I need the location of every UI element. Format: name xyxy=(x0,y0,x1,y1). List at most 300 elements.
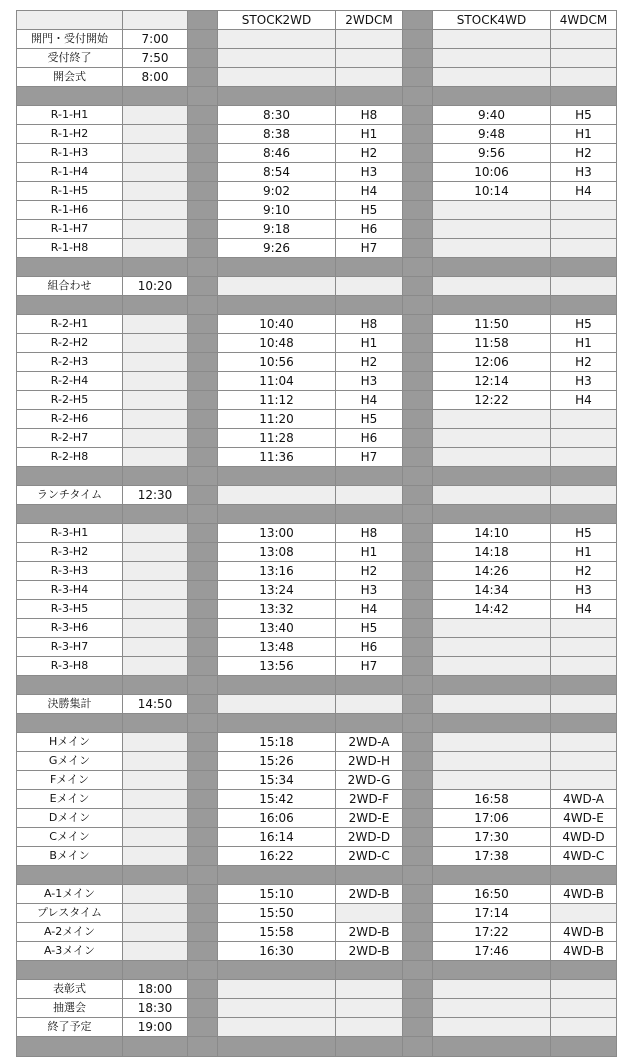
stock2wd-time: 16:14 xyxy=(218,828,336,847)
heat-label: R-1-H1 xyxy=(17,106,123,125)
header-stock2wd: STOCK2WD xyxy=(218,11,336,30)
heat-label: Hメイン xyxy=(17,733,123,752)
heat-label: R-2-H7 xyxy=(17,429,123,448)
heat-row xyxy=(17,600,617,619)
heat-label: R-1-H2 xyxy=(17,125,123,144)
stock2wd-class: H8 xyxy=(336,315,403,334)
separator-cell xyxy=(17,505,123,524)
stock2wd-time: 11:04 xyxy=(218,372,336,391)
heat-label: R-3-H7 xyxy=(17,638,123,657)
separator-cell xyxy=(123,1037,188,1057)
separator-cell xyxy=(188,676,218,695)
empty-cell xyxy=(551,30,617,49)
heat-row xyxy=(17,657,617,676)
divider-cell xyxy=(188,999,218,1018)
event-label: 抽選会 xyxy=(17,999,123,1018)
event-time: 12:30 xyxy=(123,486,188,505)
stock2wd-class: H6 xyxy=(336,220,403,239)
stock4wd-class xyxy=(551,904,617,923)
divider-cell xyxy=(403,106,433,125)
empty-cell xyxy=(218,277,336,296)
header-stock4wd: STOCK4WD xyxy=(433,11,551,30)
separator-cell xyxy=(551,961,617,980)
heat-label: R-2-H1 xyxy=(17,315,123,334)
empty-cell xyxy=(551,1018,617,1037)
empty-cell xyxy=(551,277,617,296)
heat-row xyxy=(17,771,617,790)
heat-row xyxy=(17,828,617,847)
separator-cell xyxy=(433,505,551,524)
stock2wd-class: 2WD-E xyxy=(336,809,403,828)
divider-cell xyxy=(188,30,218,49)
separator-cell xyxy=(403,676,433,695)
heat-label: Bメイン xyxy=(17,847,123,866)
empty-cell xyxy=(123,125,188,144)
heat-row xyxy=(17,334,617,353)
empty-cell xyxy=(218,30,336,49)
stock2wd-time: 9:10 xyxy=(218,201,336,220)
separator-cell xyxy=(17,676,123,695)
divider-cell xyxy=(188,391,218,410)
divider-cell xyxy=(403,562,433,581)
divider-cell xyxy=(188,1018,218,1037)
empty-cell xyxy=(433,68,551,87)
divider-cell xyxy=(403,790,433,809)
stock4wd-time: 9:40 xyxy=(433,106,551,125)
stock4wd-time: 11:50 xyxy=(433,315,551,334)
stock2wd-class: H8 xyxy=(336,106,403,125)
empty-cell xyxy=(433,277,551,296)
empty-cell xyxy=(336,980,403,999)
event-time: 18:30 xyxy=(123,999,188,1018)
heat-row xyxy=(17,581,617,600)
stock4wd-class: H5 xyxy=(551,315,617,334)
schedule-body xyxy=(17,11,617,1057)
heat-row xyxy=(17,619,617,638)
event-row xyxy=(17,277,617,296)
event-label: 表彰式 xyxy=(17,980,123,999)
divider-cell xyxy=(188,125,218,144)
separator-cell xyxy=(17,296,123,315)
empty-cell xyxy=(123,752,188,771)
divider-cell xyxy=(403,657,433,676)
stock4wd-time xyxy=(433,220,551,239)
divider-cell xyxy=(403,828,433,847)
stock4wd-class: 4WD-D xyxy=(551,828,617,847)
divider-cell xyxy=(188,885,218,904)
stock2wd-class: 2WD-B xyxy=(336,923,403,942)
empty-cell xyxy=(336,695,403,714)
separator-row xyxy=(17,961,617,980)
empty-cell xyxy=(218,1018,336,1037)
divider-cell xyxy=(188,220,218,239)
separator-cell xyxy=(17,961,123,980)
separator-cell xyxy=(17,258,123,277)
heat-row xyxy=(17,106,617,125)
stock2wd-class: 2WD-H xyxy=(336,752,403,771)
separator-row xyxy=(17,87,617,106)
header-blank-cell xyxy=(17,11,123,30)
stock2wd-class: H4 xyxy=(336,600,403,619)
divider-cell xyxy=(188,923,218,942)
separator-cell xyxy=(336,866,403,885)
divider-cell xyxy=(188,163,218,182)
event-label: 開門・受付開始 xyxy=(17,30,123,49)
empty-cell xyxy=(218,999,336,1018)
separator-row xyxy=(17,505,617,524)
event-label: 決勝集計 xyxy=(17,695,123,714)
separator-cell xyxy=(403,467,433,486)
separator-cell xyxy=(218,505,336,524)
empty-cell xyxy=(123,790,188,809)
heat-label: A-2メイン xyxy=(17,923,123,942)
stock4wd-time xyxy=(433,410,551,429)
empty-cell xyxy=(336,999,403,1018)
stock2wd-time: 10:48 xyxy=(218,334,336,353)
divider-cell xyxy=(188,353,218,372)
stock4wd-time: 9:56 xyxy=(433,144,551,163)
stock2wd-time: 8:54 xyxy=(218,163,336,182)
separator-cell xyxy=(403,296,433,315)
stock2wd-time: 13:40 xyxy=(218,619,336,638)
empty-cell xyxy=(123,163,188,182)
header-blank-cell xyxy=(123,11,188,30)
stock4wd-time: 16:50 xyxy=(433,885,551,904)
separator-cell xyxy=(403,714,433,733)
stock4wd-class: H4 xyxy=(551,182,617,201)
stock2wd-class: 2WD-D xyxy=(336,828,403,847)
heat-label: R-2-H5 xyxy=(17,391,123,410)
heat-row xyxy=(17,562,617,581)
header-row xyxy=(17,11,617,30)
stock2wd-class: H2 xyxy=(336,562,403,581)
stock4wd-time xyxy=(433,448,551,467)
separator-cell xyxy=(433,467,551,486)
stock2wd-time: 13:00 xyxy=(218,524,336,543)
separator-cell xyxy=(551,296,617,315)
heat-label: R-2-H6 xyxy=(17,410,123,429)
divider-cell xyxy=(188,68,218,87)
divider-cell xyxy=(188,334,218,353)
heat-row xyxy=(17,752,617,771)
separator-row xyxy=(17,676,617,695)
empty-cell xyxy=(123,657,188,676)
stock2wd-time: 11:36 xyxy=(218,448,336,467)
stock4wd-class: H1 xyxy=(551,543,617,562)
heat-row xyxy=(17,809,617,828)
separator-cell xyxy=(123,866,188,885)
stock4wd-time: 14:18 xyxy=(433,543,551,562)
empty-cell xyxy=(218,68,336,87)
empty-cell xyxy=(551,68,617,87)
divider-cell xyxy=(403,201,433,220)
stock2wd-class: 2WD-B xyxy=(336,885,403,904)
heat-label: R-1-H8 xyxy=(17,239,123,258)
divider-cell xyxy=(403,752,433,771)
divider-cell xyxy=(403,619,433,638)
divider-cell xyxy=(403,144,433,163)
divider-cell xyxy=(403,733,433,752)
divider-cell xyxy=(188,980,218,999)
empty-cell xyxy=(123,220,188,239)
heat-row xyxy=(17,144,617,163)
stock4wd-class xyxy=(551,771,617,790)
stock4wd-class xyxy=(551,448,617,467)
heat-row xyxy=(17,524,617,543)
stock4wd-class: H3 xyxy=(551,372,617,391)
separator-cell xyxy=(218,87,336,106)
divider-cell xyxy=(403,771,433,790)
stock4wd-class xyxy=(551,638,617,657)
stock4wd-time xyxy=(433,752,551,771)
header-4wdcm: 4WDCM xyxy=(551,11,617,30)
separator-cell xyxy=(123,258,188,277)
separator-cell xyxy=(17,714,123,733)
divider-cell xyxy=(188,201,218,220)
stock4wd-time: 10:14 xyxy=(433,182,551,201)
separator-cell xyxy=(433,1037,551,1057)
heat-row xyxy=(17,315,617,334)
stock4wd-class: 4WD-A xyxy=(551,790,617,809)
separator-cell xyxy=(336,714,403,733)
stock2wd-time: 11:12 xyxy=(218,391,336,410)
separator-cell xyxy=(218,296,336,315)
stock2wd-class: H6 xyxy=(336,429,403,448)
separator-cell xyxy=(188,467,218,486)
divider-cell xyxy=(188,657,218,676)
separator-cell xyxy=(403,258,433,277)
heat-row xyxy=(17,391,617,410)
empty-cell xyxy=(123,847,188,866)
stock2wd-class: H3 xyxy=(336,372,403,391)
stock4wd-class: 4WD-C xyxy=(551,847,617,866)
stock2wd-class: 2WD-B xyxy=(336,942,403,961)
stock2wd-class: H5 xyxy=(336,619,403,638)
empty-cell xyxy=(433,30,551,49)
stock2wd-class xyxy=(336,904,403,923)
empty-cell xyxy=(123,771,188,790)
divider-cell xyxy=(188,239,218,258)
event-label: ランチタイム xyxy=(17,486,123,505)
empty-cell xyxy=(218,695,336,714)
stock4wd-time: 17:06 xyxy=(433,809,551,828)
divider-cell xyxy=(403,809,433,828)
heat-row xyxy=(17,372,617,391)
stock4wd-time: 14:34 xyxy=(433,581,551,600)
empty-cell xyxy=(123,581,188,600)
separator-cell xyxy=(188,258,218,277)
separator-cell xyxy=(336,961,403,980)
separator-row xyxy=(17,296,617,315)
divider-cell xyxy=(403,942,433,961)
heat-row xyxy=(17,847,617,866)
stock4wd-time: 17:46 xyxy=(433,942,551,961)
stock4wd-class: H1 xyxy=(551,125,617,144)
divider-cell xyxy=(188,695,218,714)
stock2wd-time: 15:50 xyxy=(218,904,336,923)
stock4wd-class xyxy=(551,410,617,429)
stock2wd-class: H3 xyxy=(336,163,403,182)
stock2wd-class: H1 xyxy=(336,543,403,562)
heat-row xyxy=(17,904,617,923)
empty-cell xyxy=(123,809,188,828)
stock4wd-class xyxy=(551,220,617,239)
separator-cell xyxy=(403,1037,433,1057)
stock2wd-class: H7 xyxy=(336,239,403,258)
stock4wd-time: 12:06 xyxy=(433,353,551,372)
heat-label: R-2-H2 xyxy=(17,334,123,353)
separator-cell xyxy=(551,676,617,695)
event-label: 受付終了 xyxy=(17,49,123,68)
separator-cell xyxy=(433,676,551,695)
divider-cell xyxy=(188,809,218,828)
stock4wd-time xyxy=(433,429,551,448)
stock2wd-time: 13:56 xyxy=(218,657,336,676)
event-row xyxy=(17,999,617,1018)
stock2wd-time: 15:58 xyxy=(218,923,336,942)
heat-row xyxy=(17,923,617,942)
stock2wd-class: H1 xyxy=(336,334,403,353)
separator-cell xyxy=(17,1037,123,1057)
heat-row xyxy=(17,733,617,752)
divider-cell xyxy=(403,391,433,410)
divider-cell xyxy=(188,600,218,619)
separator-cell xyxy=(188,714,218,733)
empty-cell xyxy=(336,277,403,296)
stock4wd-class: H5 xyxy=(551,524,617,543)
heat-label: R-3-H2 xyxy=(17,543,123,562)
empty-cell xyxy=(551,486,617,505)
heat-row xyxy=(17,885,617,904)
event-row xyxy=(17,486,617,505)
heat-row xyxy=(17,429,617,448)
empty-cell xyxy=(218,49,336,68)
separator-cell xyxy=(433,866,551,885)
divider-cell xyxy=(403,220,433,239)
separator-row xyxy=(17,258,617,277)
stock2wd-time: 13:32 xyxy=(218,600,336,619)
divider-cell xyxy=(188,429,218,448)
stock2wd-class: H5 xyxy=(336,201,403,220)
stock4wd-class: H1 xyxy=(551,334,617,353)
stock4wd-class xyxy=(551,201,617,220)
divider-cell xyxy=(188,752,218,771)
empty-cell xyxy=(433,1018,551,1037)
stock4wd-class: H5 xyxy=(551,106,617,125)
divider-cell xyxy=(188,638,218,657)
heat-label: Cメイン xyxy=(17,828,123,847)
stock4wd-time: 14:26 xyxy=(433,562,551,581)
heat-row xyxy=(17,410,617,429)
empty-cell xyxy=(123,353,188,372)
heat-label: R-3-H6 xyxy=(17,619,123,638)
empty-cell xyxy=(123,334,188,353)
separator-cell xyxy=(123,467,188,486)
separator-cell xyxy=(123,676,188,695)
heat-label: R-3-H4 xyxy=(17,581,123,600)
separator-cell xyxy=(403,961,433,980)
separator-cell xyxy=(433,258,551,277)
divider-cell xyxy=(403,638,433,657)
separator-cell xyxy=(336,87,403,106)
divider-cell xyxy=(188,315,218,334)
heat-label: R-3-H3 xyxy=(17,562,123,581)
heat-label: Fメイン xyxy=(17,771,123,790)
divider-cell xyxy=(188,619,218,638)
divider-cell xyxy=(403,49,433,68)
stock2wd-time: 15:26 xyxy=(218,752,336,771)
empty-cell xyxy=(123,391,188,410)
empty-cell xyxy=(336,1018,403,1037)
empty-cell xyxy=(433,999,551,1018)
divider-cell xyxy=(188,543,218,562)
empty-cell xyxy=(123,600,188,619)
empty-cell xyxy=(123,923,188,942)
event-label: 組合わせ xyxy=(17,277,123,296)
separator-cell xyxy=(336,258,403,277)
separator-cell xyxy=(188,87,218,106)
divider-cell xyxy=(403,125,433,144)
stock2wd-class: H7 xyxy=(336,657,403,676)
stock4wd-class xyxy=(551,733,617,752)
divider-cell xyxy=(403,904,433,923)
heat-row xyxy=(17,448,617,467)
separator-cell xyxy=(188,866,218,885)
separator-cell xyxy=(551,258,617,277)
empty-cell xyxy=(123,904,188,923)
event-row xyxy=(17,68,617,87)
heat-row xyxy=(17,125,617,144)
event-row xyxy=(17,695,617,714)
divider-cell xyxy=(403,429,433,448)
stock4wd-time: 16:58 xyxy=(433,790,551,809)
empty-cell xyxy=(433,49,551,68)
stock2wd-class: 2WD-A xyxy=(336,733,403,752)
heat-label: Eメイン xyxy=(17,790,123,809)
divider-cell xyxy=(188,733,218,752)
stock4wd-time: 9:48 xyxy=(433,125,551,144)
empty-cell xyxy=(123,885,188,904)
stock2wd-time: 16:30 xyxy=(218,942,336,961)
heat-label: プレスタイム xyxy=(17,904,123,923)
divider-cell xyxy=(188,448,218,467)
event-time: 14:50 xyxy=(123,695,188,714)
stock4wd-class: 4WD-E xyxy=(551,809,617,828)
empty-cell xyxy=(123,543,188,562)
stock4wd-class: 4WD-B xyxy=(551,942,617,961)
divider-cell xyxy=(403,581,433,600)
event-time: 10:20 xyxy=(123,277,188,296)
stock4wd-time xyxy=(433,201,551,220)
heat-row xyxy=(17,353,617,372)
stock4wd-time: 17:38 xyxy=(433,847,551,866)
empty-cell xyxy=(123,562,188,581)
separator-cell xyxy=(403,866,433,885)
separator-cell xyxy=(336,467,403,486)
stock4wd-class xyxy=(551,657,617,676)
stock2wd-time: 15:10 xyxy=(218,885,336,904)
separator-cell xyxy=(218,258,336,277)
empty-cell xyxy=(551,695,617,714)
separator-cell xyxy=(551,714,617,733)
heat-label: R-3-H8 xyxy=(17,657,123,676)
separator-cell xyxy=(123,296,188,315)
empty-cell xyxy=(123,828,188,847)
separator-cell xyxy=(336,296,403,315)
stock2wd-class: H5 xyxy=(336,410,403,429)
separator-cell xyxy=(403,87,433,106)
divider-cell xyxy=(188,904,218,923)
